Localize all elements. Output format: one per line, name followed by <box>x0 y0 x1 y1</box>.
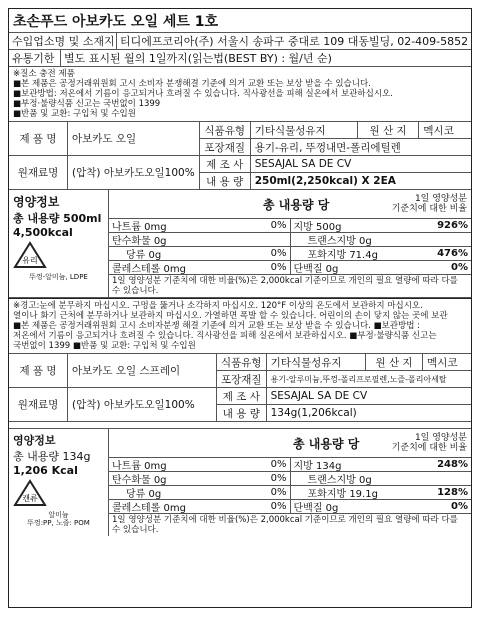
p1-pack-label: 포장재질 <box>199 139 250 156</box>
n2-head: 총 내용량 당 <box>293 436 360 451</box>
nutrition-row <box>109 219 471 233</box>
p2-origin-label: 원 산 지 <box>365 354 422 371</box>
p2-vol-label: 내 용 량 <box>217 405 267 422</box>
nutrition-cell <box>109 500 291 513</box>
nutrition-cell <box>291 486 472 499</box>
product-title: 초손푸드 아보카도 오일 세트 1호 <box>9 9 471 33</box>
n2-kcal: 1,206 Kcal <box>13 464 78 477</box>
nutrition-cell <box>109 219 291 232</box>
label-document <box>8 8 472 608</box>
notice-line: ■본 제품은 공정거래위원회 고시 소비자 분쟁해결 기준에 의거 교환 또는 보상 받을 수 있습니다. <box>13 79 371 89</box>
nutrient-percent: 926% <box>437 220 468 231</box>
p1-vol: 250ml(2,250kcal) X 2EA <box>250 173 471 190</box>
p2-pack-label: 포장재질 <box>217 371 267 388</box>
expiry-label: 유통기한 <box>9 50 61 66</box>
p2-origin: 멕시코 <box>423 354 471 371</box>
nutrient-percent: 0% <box>270 487 287 498</box>
nutrient-name: 당류 0g <box>126 489 162 499</box>
p2-ing: (압착) 아보카도오일100% <box>68 388 217 422</box>
expiry-value: 별도 표시된 월의 1일까지(읽는법(BEST BY) : 월/년 순) <box>64 52 332 65</box>
p2-ing-label: 원재료명 <box>9 388 68 422</box>
nutrition-cell <box>291 247 472 260</box>
nutrition-cell <box>109 261 291 274</box>
notice-line: ■반품 및 교환: 구입처 및 수입원 <box>13 109 136 119</box>
nutrient-name: 콜레스테롤 0mg <box>112 264 186 274</box>
notice-line: ■보관방법: 저온에서 기름이 응고되거나 흐려질 수 있습니다. 직사광선을 피해 실온에서 보관하십시오. <box>13 89 393 99</box>
n2-foot: 1일 영양성분 기준치에 대한 비율(%)은 2,000kcal 기준이므로 개인의 필요 열량에 따라 다를 수 있습니다. <box>109 513 471 536</box>
nutrition-panel-2 <box>9 429 471 536</box>
nutrition-panel-1 <box>9 190 471 298</box>
nutrition-row <box>109 233 471 247</box>
p1-name-label: 제 품 명 <box>9 122 68 156</box>
p2-vol: 134g(1,206kcal) <box>266 405 471 422</box>
nutrition-cell <box>109 458 291 471</box>
p2-maker-label: 제 조 사 <box>217 388 267 405</box>
nutrient-name: 나트륨 0mg <box>112 461 167 471</box>
nutrient-percent: 0% <box>270 262 287 273</box>
p2-name-label: 제 품 명 <box>9 354 68 388</box>
n1-foot: 1일 영양성분 기준치에 대한 비율(%)은 2,000kcal 기준이므로 개인의 필요 열량에 따라 다를 수 있습니다. <box>109 274 471 297</box>
nutrition-cell <box>109 472 291 485</box>
notice-line: 저온에서 기름이 응고되거나 흐려질 수 있습니다. 직사광선을 피해 실온에서 보관하십시오. ■부정·불량식품 신고는 <box>13 331 437 341</box>
p1-origin-label: 원 산 지 <box>357 122 419 139</box>
nutrient-percent: 128% <box>437 487 468 498</box>
nutrition-cell <box>291 233 472 246</box>
nutrition-cell <box>291 500 472 513</box>
p1-pack: 용기-유리, 뚜껑내면-폴리에틸렌 <box>250 139 471 156</box>
importer-value: 티디에프코리아(주) 서울시 송파구 중대로 109 대동빌딩, 02-409-5852 <box>120 35 469 48</box>
p2-pack: 용기-알루미늄,뚜껑-폴리프로필렌,노즐-폴리아세탈 <box>266 371 471 388</box>
nutrition-cell <box>291 458 472 471</box>
notice-line: ■부정·불량식품 신고는 국번없이 1399 <box>13 99 161 109</box>
p1-ing-label: 원재료명 <box>9 156 68 190</box>
p2-maker: SESAJAL SA DE CV <box>266 388 471 405</box>
p1-ing: (압착) 아보카도오일100% <box>68 156 200 190</box>
p1-name: 아보카도 오일 <box>68 122 200 156</box>
p2-type: 기타식물성유지 <box>266 354 365 371</box>
n2-recycle-sub: 알미늄 뚜껑:PP, 노즐: POM <box>27 511 90 527</box>
nutrient-name: 지방 500g <box>293 222 342 232</box>
nutrition-row <box>109 261 471 274</box>
nutrient-name: 포화지방 71.4g <box>307 250 378 260</box>
nutrient-name: 단백질 0g <box>293 503 339 513</box>
nutrient-name: 단백질 0g <box>293 264 339 274</box>
product2-info-table <box>9 354 471 422</box>
nutrient-name: 트랜스지방 0g <box>307 236 372 246</box>
nutrition-cell <box>109 247 291 260</box>
p1-origin: 멕시코 <box>419 122 471 139</box>
nutrition-cell <box>291 219 472 232</box>
n2-title: 영양정보 <box>13 434 56 447</box>
nutrient-percent: 0% <box>270 473 287 484</box>
n2-total: 총 내용량 134g <box>13 450 91 463</box>
product1-info-table <box>9 122 471 190</box>
n1-kcal: 4,500kcal <box>13 226 73 239</box>
nutrient-name: 콜레스테롤 0mg <box>112 503 186 513</box>
recycle-icon <box>13 241 47 269</box>
nutrient-name: 나트륨 0mg <box>112 222 167 232</box>
notice-line: 열이나 화기 근처에 분무하거나 보관하지 마십시오. 가열하면 폭발 할 수 있습니다. 어린이의 손이 닿지 않는 곳에 보관 <box>13 311 448 321</box>
p1-type: 기타식물성유지 <box>250 122 357 139</box>
nutrient-percent: 476% <box>437 248 468 259</box>
nutrient-percent: 0% <box>270 248 287 259</box>
n2-daily: 1일 영양성분 기준치에 대한 비율 <box>391 433 467 453</box>
p1-vol-label: 내 용 량 <box>199 173 250 190</box>
notice-block-2 <box>9 298 471 354</box>
nutrition-cell <box>291 261 472 274</box>
nutrition-cell <box>109 486 291 499</box>
nutrient-percent: 0% <box>451 262 468 273</box>
notice-line: ※질소 충전 제품 <box>13 69 75 79</box>
n1-title: 영양정보 <box>13 195 60 209</box>
p1-type-label: 식품유형 <box>199 122 250 139</box>
nutrient-name: 포화지방 19.1g <box>307 489 378 499</box>
notice-line: ※경고:눈에 분무하지 마십시오. 구멍을 뚫거나 소각하지 마십시오. 120°F 이상의 온도에서 보관하지 마십시오. <box>13 301 423 311</box>
nutrition-cell <box>109 233 291 246</box>
n1-total: 총 내용량 500ml <box>13 212 102 225</box>
nutrition-row <box>109 486 471 500</box>
notice-line: 국번없이 1399 ■반품 및 교환: 구입처 및 수입원 <box>13 341 196 351</box>
recycle-label: 캔류 <box>22 494 38 503</box>
n1-daily: 1일 영양성분 기준치에 대한 비율 <box>391 194 467 214</box>
nutrient-percent: 248% <box>437 459 468 470</box>
nutrient-name: 지방 134g <box>293 461 342 471</box>
n1-head: 총 내용량 당 <box>263 197 330 212</box>
nutrition-row <box>109 247 471 261</box>
n1-recycle-sub: 뚜껑-알미늄, LDPE <box>29 273 88 281</box>
recycle-label: 유리 <box>22 256 38 265</box>
nutrient-percent: 0% <box>270 501 287 512</box>
nutrient-name: 탄수화물 0g <box>112 475 167 485</box>
recycle-icon <box>13 479 47 507</box>
nutrition-row <box>109 472 471 486</box>
nutrient-percent: 0% <box>270 459 287 470</box>
p2-type-label: 식품유형 <box>217 354 267 371</box>
nutrition-row <box>109 458 471 472</box>
nutrient-name: 탄수화물 0g <box>112 236 167 246</box>
p1-maker-label: 제 조 사 <box>199 156 250 173</box>
notice-block-1 <box>9 67 471 122</box>
nutrient-name: 트랜스지방 0g <box>307 475 372 485</box>
notice-line: ■본 제품은 공정거래위원회 고시 소비자분쟁 해결 기준에 의거 교환 또는 보상 받을 수 있습니다. ■보관방법 : <box>13 321 421 331</box>
p2-name: 아보카도 오일 스프레이 <box>68 354 217 388</box>
nutrition-row <box>109 500 471 513</box>
importer-label: 수입업소명 및 소재지 <box>9 33 117 49</box>
nutrient-name: 당류 0g <box>126 250 162 260</box>
nutrient-percent: 0% <box>451 501 468 512</box>
nutrition-cell <box>291 472 472 485</box>
nutrient-percent: 0% <box>270 220 287 231</box>
p1-maker: SESAJAL SA DE CV <box>250 156 471 173</box>
